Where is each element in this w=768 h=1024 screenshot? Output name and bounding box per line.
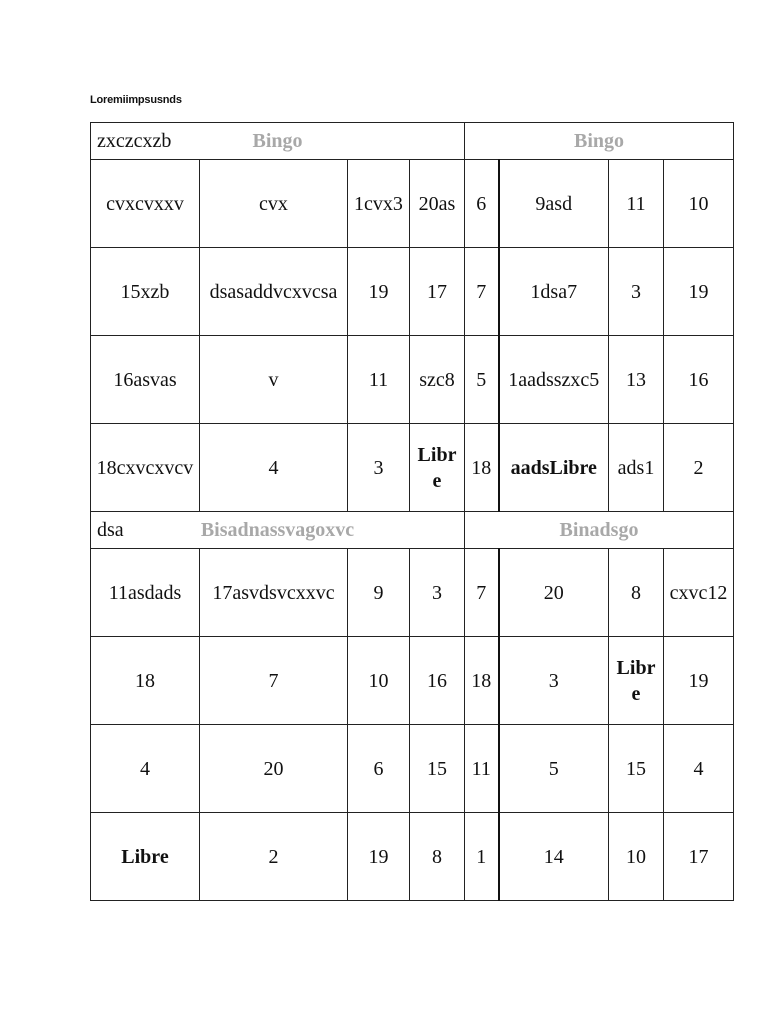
bingo-cell: 18cxvcxvcv <box>91 424 200 512</box>
card-header-right <box>465 123 734 160</box>
bingo-cell: 13 <box>609 336 664 424</box>
bingo-cell: 7 <box>200 637 348 725</box>
bingo-table <box>90 122 734 901</box>
document-title: Loremiimpsusnds <box>90 94 182 106</box>
card-header-left <box>91 512 465 549</box>
bingo-cell: 18 <box>91 637 200 725</box>
bingo-cell: cxvc12 <box>664 549 734 637</box>
bingo-cell: dsasaddvcxvcsa <box>200 248 348 336</box>
bingo-cell: ads1 <box>609 424 664 512</box>
bingo-cell: 3 <box>609 248 664 336</box>
card-title: Bingo <box>252 130 303 152</box>
table-row <box>91 160 734 248</box>
bingo-cell: Libre <box>91 813 200 901</box>
bingo-cell: 4 <box>91 725 200 813</box>
bingo-cell: 20 <box>200 725 348 813</box>
bingo-cell: cvxcvxxv <box>91 160 200 248</box>
bingo-cell: 8 <box>410 813 465 901</box>
bingo-cell: 18 <box>465 424 499 512</box>
table-row <box>91 725 734 813</box>
bingo-cell: 18 <box>465 637 499 725</box>
table-row <box>91 248 734 336</box>
card-label: zxczcxzb <box>97 130 172 152</box>
bingo-cell: Libre <box>410 424 465 512</box>
bingo-cell: 5 <box>465 336 499 424</box>
bingo-cell: szc8 <box>410 336 465 424</box>
bingo-cell: 19 <box>348 813 410 901</box>
bingo-cell: 3 <box>499 637 609 725</box>
bingo-cell: 16asvas <box>91 336 200 424</box>
bingo-cell: 1cvx3 <box>348 160 410 248</box>
bingo-cell: 4 <box>664 725 734 813</box>
bingo-cell: v <box>200 336 348 424</box>
bingo-cell: 7 <box>465 549 499 637</box>
bingo-cell: 2 <box>200 813 348 901</box>
card-title: Bingo <box>573 130 625 152</box>
bingo-cell: 1 <box>465 813 499 901</box>
bingo-cell: 15xzb <box>91 248 200 336</box>
bingo-cell: 19 <box>664 248 734 336</box>
table-row <box>91 637 734 725</box>
bingo-cell: aadsLibre <box>499 424 609 512</box>
bingo-cell: 14 <box>499 813 609 901</box>
section-header-row <box>91 123 734 160</box>
bingo-cell: 3 <box>410 549 465 637</box>
bingo-cell: 11asdads <box>91 549 200 637</box>
table-row <box>91 813 734 901</box>
card-header-right <box>465 512 734 549</box>
bingo-cell: 4 <box>200 424 348 512</box>
bingo-cell: 15 <box>609 725 664 813</box>
bingo-cell: 11 <box>465 725 499 813</box>
table-row <box>91 424 734 512</box>
bingo-cell: 10 <box>609 813 664 901</box>
bingo-cell: Libre <box>609 637 664 725</box>
card-label: dsa <box>97 519 124 541</box>
section-header-row <box>91 512 734 549</box>
bingo-cell: 16 <box>664 336 734 424</box>
card-header-left <box>91 123 465 160</box>
bingo-cell: 17 <box>664 813 734 901</box>
bingo-cell: 20 <box>499 549 609 637</box>
bingo-cell: 10 <box>664 160 734 248</box>
bingo-cell: 3 <box>348 424 410 512</box>
bingo-cell: 17 <box>410 248 465 336</box>
table-row <box>91 336 734 424</box>
bingo-cell: 9 <box>348 549 410 637</box>
bingo-cell: 11 <box>609 160 664 248</box>
bingo-cell: 8 <box>609 549 664 637</box>
bingo-cell: 20as <box>410 160 465 248</box>
card-title: Binadsgo <box>559 519 639 541</box>
bingo-cell: 19 <box>348 248 410 336</box>
bingo-cell: 2 <box>664 424 734 512</box>
bingo-cell: 16 <box>410 637 465 725</box>
bingo-cell: 19 <box>664 637 734 725</box>
bingo-cell: 6 <box>465 160 499 248</box>
bingo-cell: 5 <box>499 725 609 813</box>
bingo-cell: 10 <box>348 637 410 725</box>
bingo-cell: 15 <box>410 725 465 813</box>
table-row <box>91 549 734 637</box>
bingo-cell: cvx <box>200 160 348 248</box>
bingo-cell: 6 <box>348 725 410 813</box>
bingo-cell: 1dsa7 <box>499 248 609 336</box>
bingo-cell: 1aadsszxc5 <box>499 336 609 424</box>
bingo-cell: 17asvdsvcxxvc <box>200 549 348 637</box>
bingo-cell: 11 <box>348 336 410 424</box>
card-title: Bisadnassvagoxvc <box>200 519 355 541</box>
bingo-cell: 9asd <box>499 160 609 248</box>
bingo-cell: 7 <box>465 248 499 336</box>
